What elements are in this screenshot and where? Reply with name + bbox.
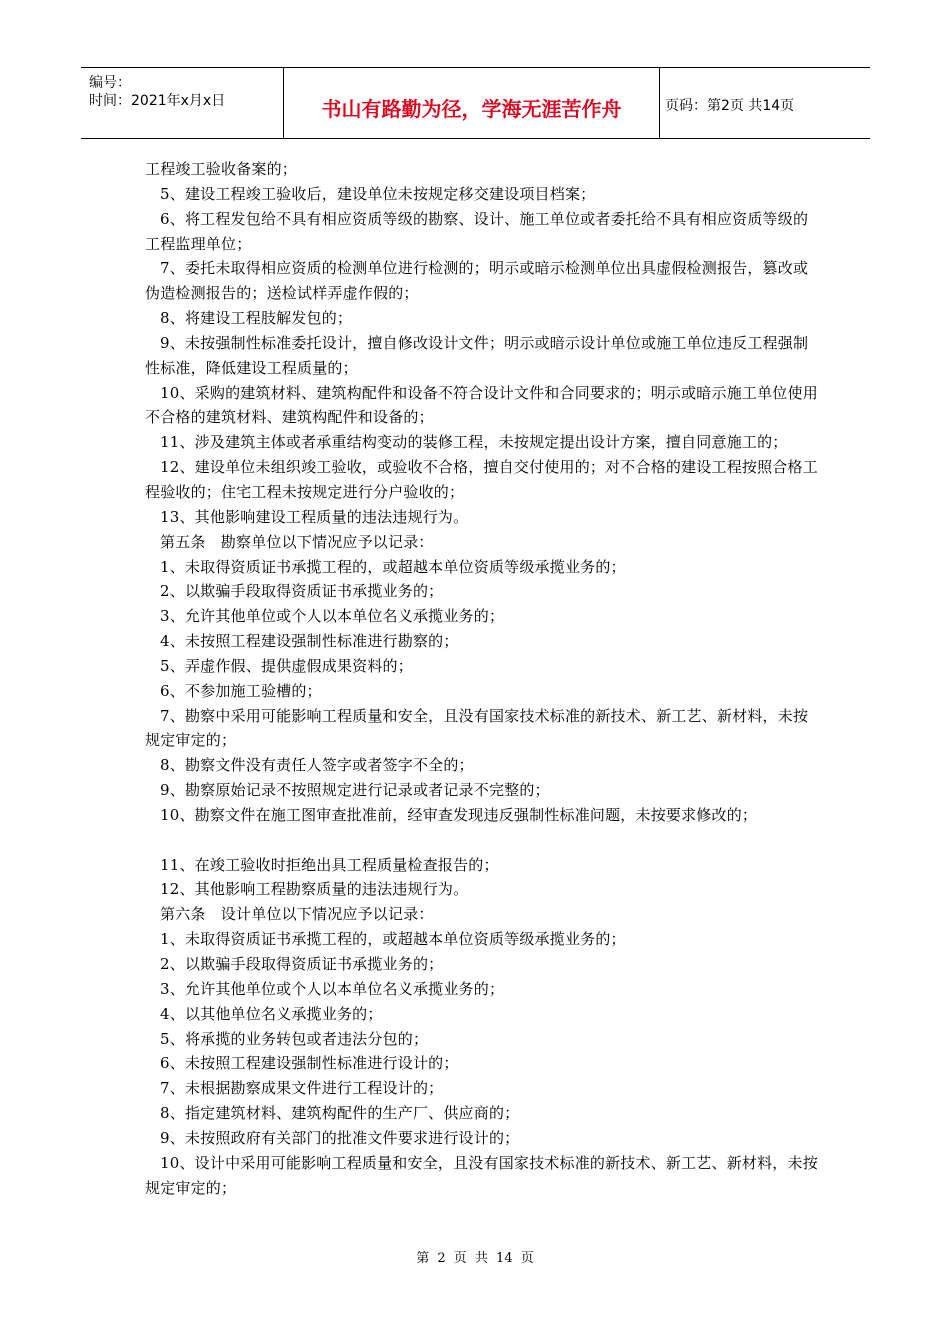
header-motto: 书山有路勤为径，学海无涯苦作舟 bbox=[321, 97, 622, 121]
paragraph: 1、未取得资质证书承揽工程的，或超越本单位资质等级承揽业务的； bbox=[160, 930, 626, 949]
paragraph: 12、建设单位未组织竣工验收，或验收不合格，擅自交付使用的；对不合格的建设工程按照合格工程验收的；住宅工程未按规定进行分户验收的； bbox=[145, 458, 818, 501]
paragraph: 6、将工程发包给不具有相应资质等级的勘察、设计、施工单位或者委托给不具有相应资质等级的工程监理单位； bbox=[145, 209, 809, 253]
paragraph: 工程竣工验收备案的； bbox=[145, 160, 298, 178]
paragraph: 11、涉及建筑主体或者承重结构变动的装修工程，未按规定提出设计方案，擅自同意施工的； bbox=[160, 433, 788, 452]
document-body bbox=[145, 157, 820, 1200]
header-left-cell bbox=[81, 68, 283, 138]
paragraph: 5、建设工程竣工验收后，建设单位未按规定移交建设项目档案； bbox=[160, 184, 596, 203]
paragraph: 11、在竣工验收时拒绝出具工程质量检查报告的； bbox=[160, 855, 499, 874]
header-motto-cell bbox=[283, 68, 660, 138]
paragraph: 10、勘察文件在施工图审查批准前，经审查发现违反强制性标准问题，未按要求修改的； bbox=[160, 805, 758, 824]
paragraph: 5、将承揽的业务转包或者违法分包的； bbox=[160, 1029, 429, 1048]
paragraph: 13、其他影响建设工程质量的违法违规行为。 bbox=[160, 507, 469, 526]
paragraph: 9、未按照政府有关部门的批准文件要求进行设计的； bbox=[160, 1128, 520, 1147]
paragraph: 12、其他影响工程勘察质量的违法违规行为。 bbox=[160, 880, 469, 899]
paragraph: 7、勘察中采用可能影响工程质量和安全，且没有国家技术标准的新技术、新工艺、新材料，未按规定审定的； bbox=[145, 706, 809, 750]
section-heading: 第五条 勘察单位以下情况应予以记录： bbox=[160, 532, 434, 551]
paragraph: 6、未按照工程建设强制性标准进行设计的； bbox=[160, 1054, 459, 1073]
blank-line bbox=[145, 828, 820, 853]
header-page-info: 页码：第2页 共14页 bbox=[665, 98, 795, 114]
paragraph: 6、不参加施工验槽的； bbox=[160, 681, 322, 700]
paragraph: 9、未按强制性标准委托设计，擅自修改设计文件；明示或暗示设计单位或施工单位违反工程强制性标准，降低建设工程质量的； bbox=[145, 333, 809, 377]
paragraph: 2、以欺骗手段取得资质证书承揽业务的； bbox=[160, 955, 444, 973]
section-heading: 第六条 设计单位以下情况应予以记录： bbox=[160, 905, 434, 924]
paragraph: 8、将建设工程肢解发包的； bbox=[160, 309, 353, 328]
page-footer: 第 2 页 共 14 页 bbox=[416, 1251, 534, 1266]
page-header bbox=[81, 67, 870, 139]
document-time-label: 时间：2021年x月x日 bbox=[89, 93, 226, 109]
paragraph: 9、勘察原始记录不按照规定进行记录或者记录不完整的； bbox=[160, 781, 550, 800]
header-right-cell bbox=[659, 68, 870, 138]
paragraph: 3、允许其他单位或个人以本单位名义承揽业务的； bbox=[160, 979, 505, 998]
paragraph: 1、未取得资质证书承揽工程的，或超越本单位资质等级承揽业务的； bbox=[160, 557, 626, 576]
paragraph: 4、未按照工程建设强制性标准进行勘察的； bbox=[160, 632, 459, 651]
paragraph: 10、采购的建筑材料、建筑构配件和设备不符合设计文件和合同要求的；明示或暗示施工单位使用不合格的建筑材料、建筑构配件和设备的； bbox=[145, 383, 818, 427]
paragraph: 3、允许其他单位或个人以本单位名义承揽业务的； bbox=[160, 607, 505, 626]
paragraph: 5、弄虚作假、提供虚假成果资料的； bbox=[160, 656, 413, 675]
paragraph: 8、勘察文件没有责任人签字或者签字不全的； bbox=[160, 756, 474, 775]
paragraph: 10、设计中采用可能影响工程质量和安全，且没有国家技术标准的新技术、新工艺、新材料，未按规定审定的； bbox=[145, 1153, 818, 1197]
paragraph: 7、委托未取得相应资质的检测单位进行检测的；明示或暗示检测单位出具虚假检测报告，篡改或伪造检测报告的；送检试样弄虚作假的； bbox=[145, 259, 809, 303]
paragraph: 8、指定建筑材料、建筑构配件的生产厂、供应商的； bbox=[160, 1104, 520, 1123]
paragraph: 7、未根据勘察成果文件进行工程设计的； bbox=[160, 1079, 444, 1098]
document-number-label: 编号： bbox=[89, 75, 131, 91]
paragraph: 2、以欺骗手段取得资质证书承揽业务的； bbox=[160, 582, 444, 601]
paragraph: 4、以其他单位名义承揽业务的； bbox=[160, 1004, 383, 1023]
